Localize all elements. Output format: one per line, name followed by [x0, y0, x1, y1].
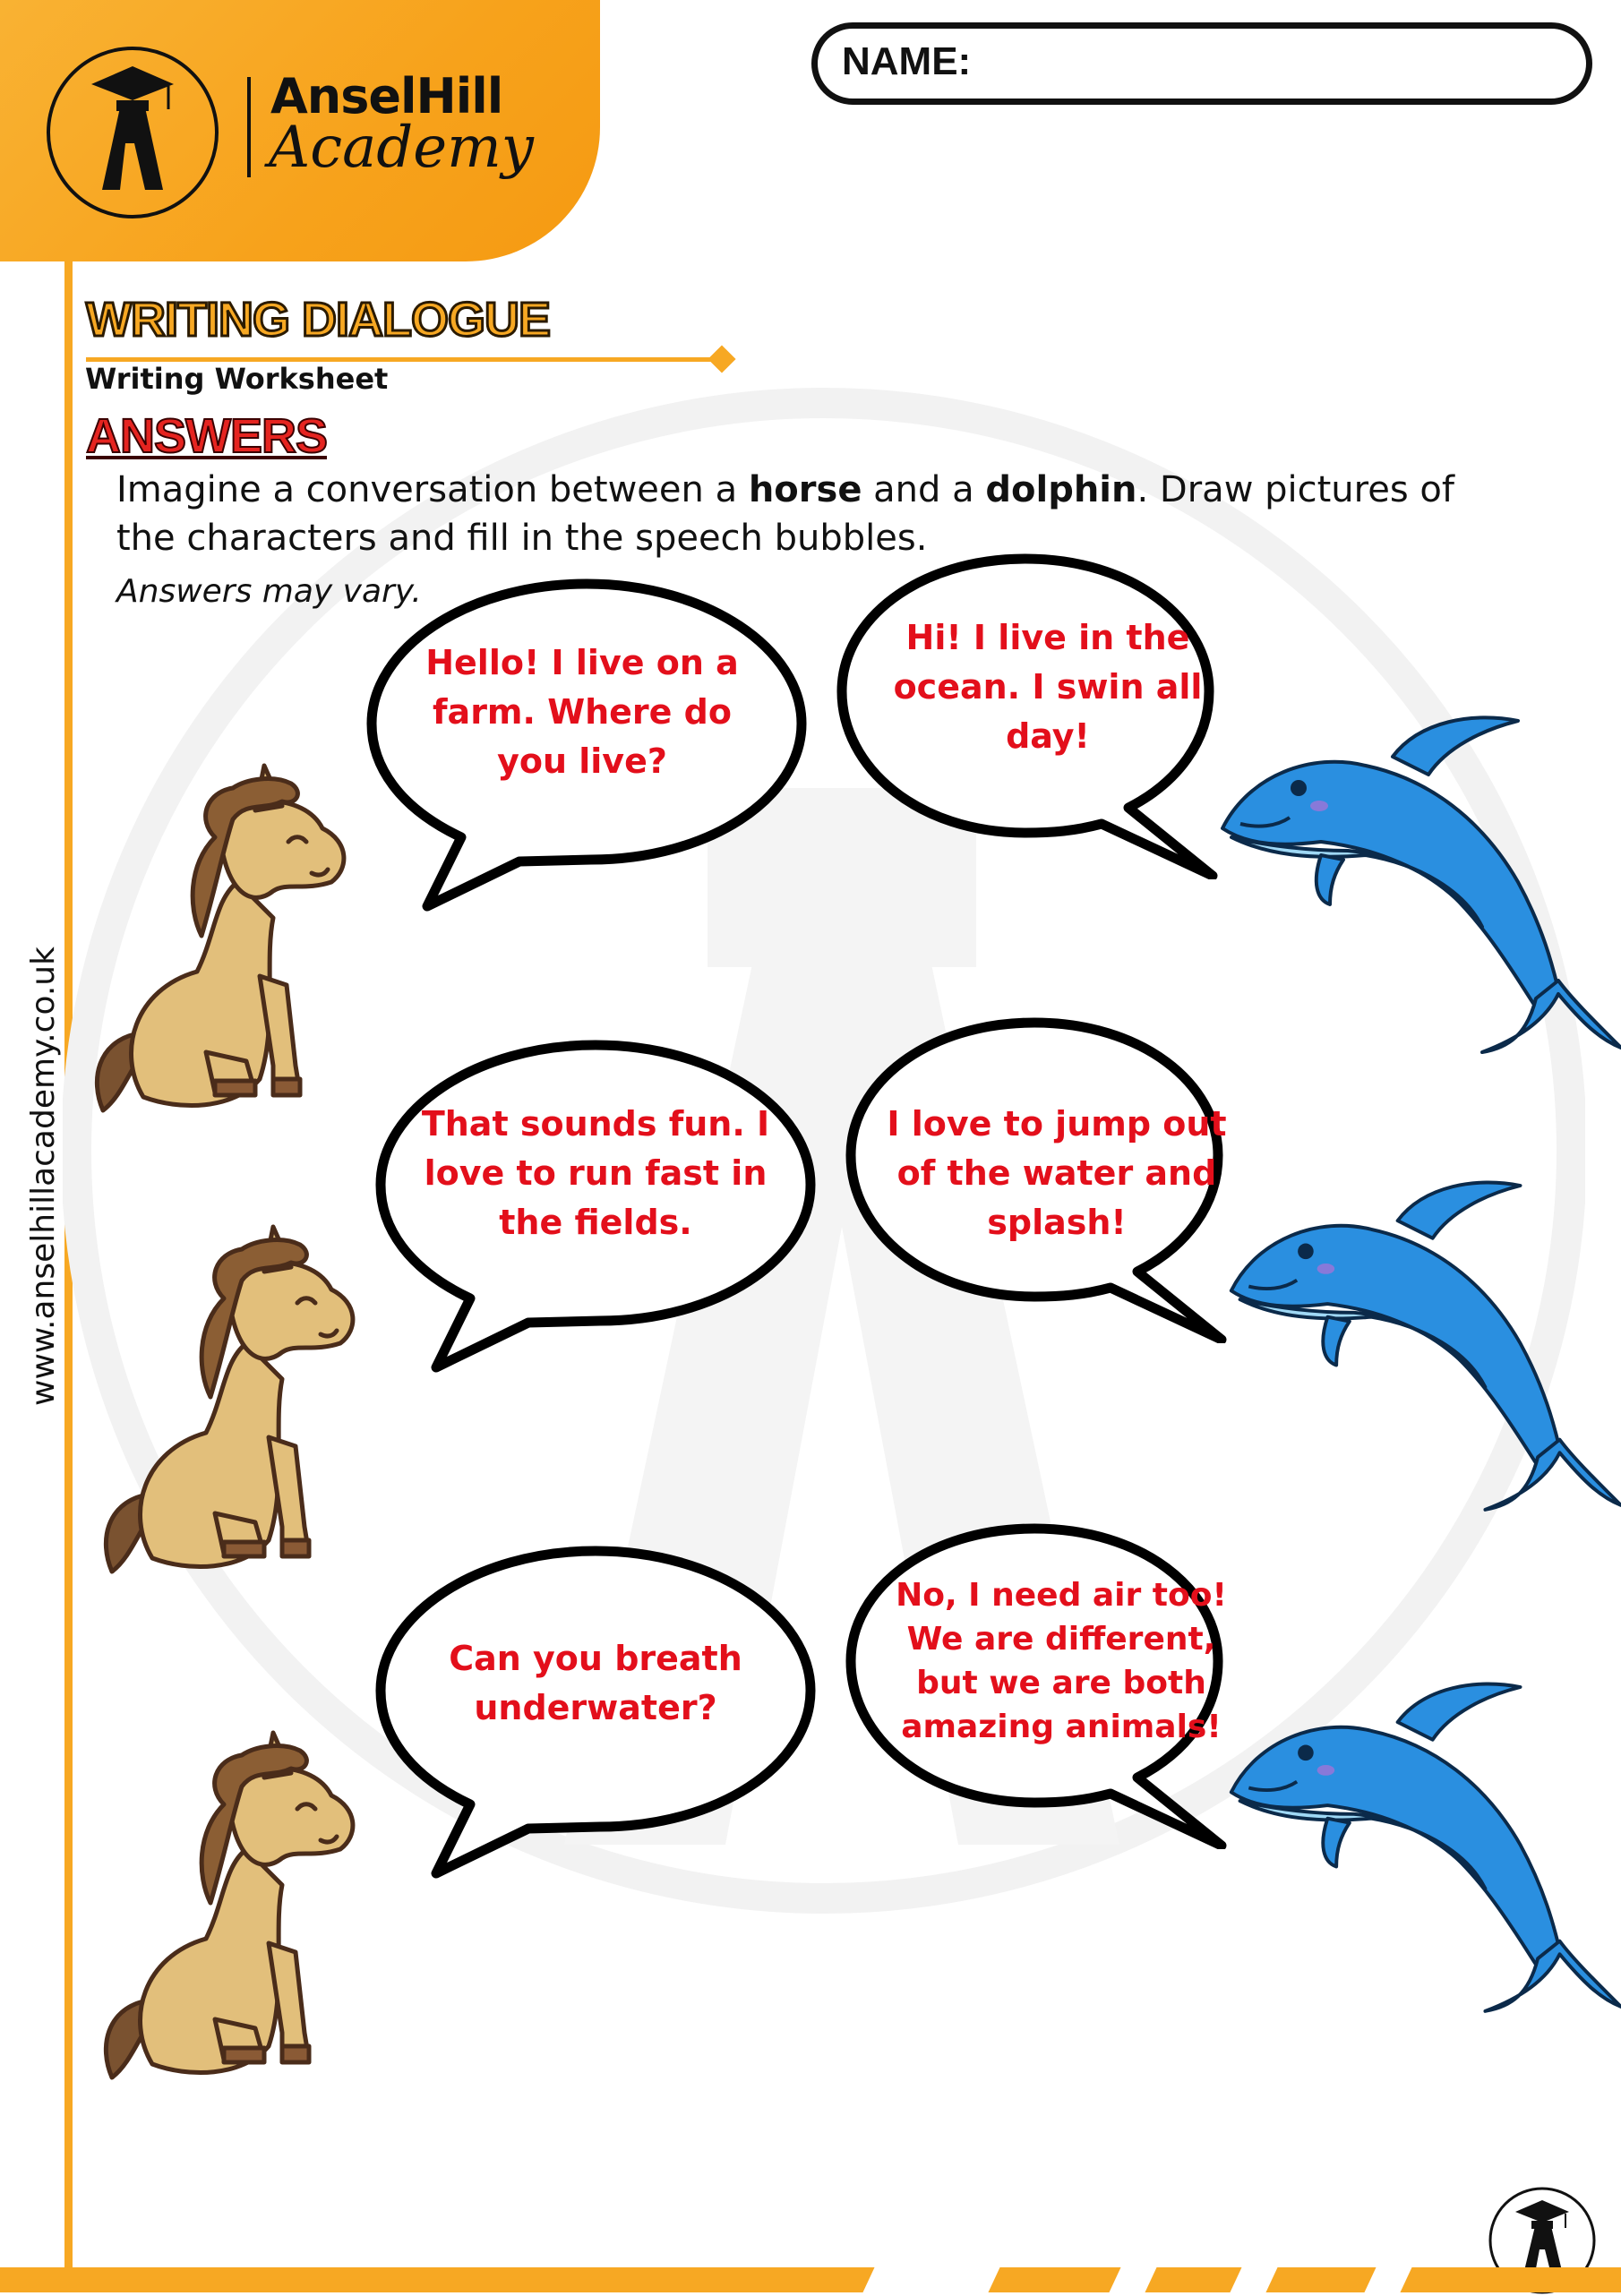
animal-dolphin-word: dolphin — [985, 469, 1137, 510]
horse-illustration — [90, 1218, 403, 1576]
name-label: NAME: — [842, 39, 972, 83]
dialogue-line-6: No, I need air too! We are different, but we are both amazing animals! — [896, 1577, 1227, 1745]
answers-note: Answers may vary. — [116, 573, 422, 610]
animal-horse-word: horse — [748, 469, 862, 510]
dialogue-line-5: Can you breath underwater? — [449, 1639, 742, 1727]
dolphin-illustration — [1222, 1173, 1621, 1518]
brand-subname: Academy — [269, 115, 534, 181]
dolphin-illustration — [1214, 712, 1621, 1057]
answers-label: ANSWERS — [86, 409, 328, 463]
brand-name: AnselHill — [270, 68, 503, 124]
footer-band-gap — [862, 2267, 999, 2292]
logo-divider — [247, 77, 251, 177]
dialogue-line-4: I love to jump out of the water and splash! — [887, 1103, 1227, 1242]
instructions: Imagine a conversation between a horse and a dolphin. Draw pictures of the characters and fill in the speech bubbles. — [116, 469, 1454, 559]
website-url: www.anselhillacademy.co.uk — [25, 947, 62, 1406]
dialogue-line-3: That sounds fun. I love to run fast in the fields. — [421, 1103, 770, 1242]
dialogue-line-1: Hello! I live on a farm. Where do you live? — [425, 642, 739, 781]
worksheet-subtitle: Writing Worksheet — [85, 362, 389, 396]
dialogue-line-2: Hi! I live in the ocean. I swin all day! — [893, 617, 1203, 756]
dolphin-illustration — [1222, 1675, 1621, 2019]
horse-illustration — [81, 757, 394, 1115]
academy-logo-icon — [45, 45, 220, 220]
worksheet-title: WRITING DIALOGUE — [86, 293, 550, 347]
horse-illustration — [90, 1724, 403, 2082]
